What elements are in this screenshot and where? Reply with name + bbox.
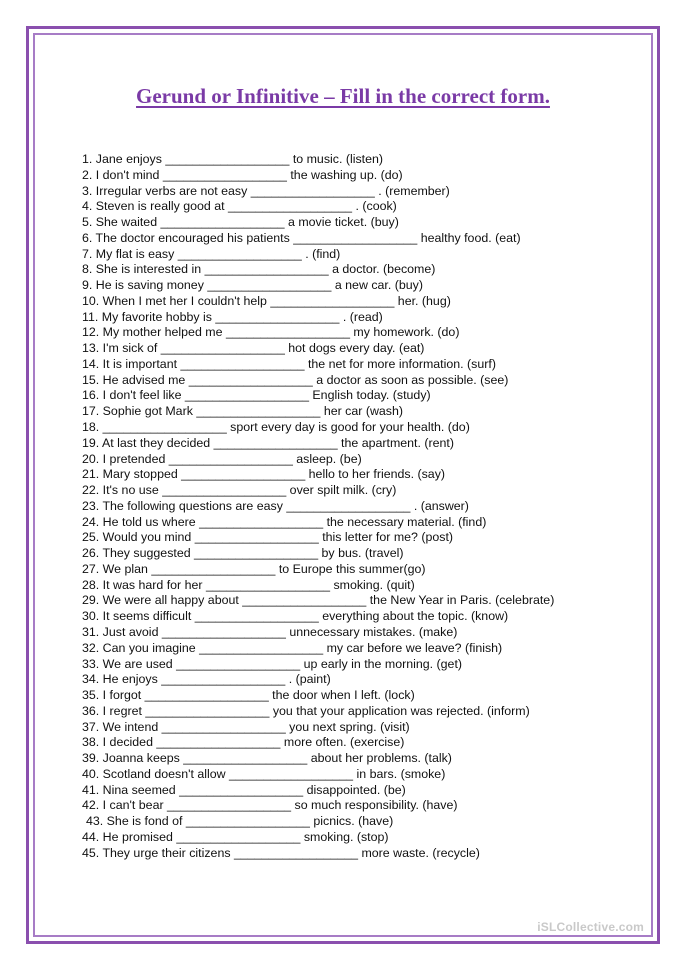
exercise-item: 18. __________________ sport every day is good for your health. (do) bbox=[82, 420, 470, 435]
exercise-item: 27. We plan __________________ to Europe this summer(go) bbox=[82, 561, 426, 576]
exercise-item: 5. She waited __________________ a movie ticket. (buy) bbox=[82, 215, 399, 230]
exercise-item: 2. I don't mind __________________ the washing up. (do) bbox=[82, 167, 403, 182]
exercise-item: 37. We intend __________________ you next spring. (visit) bbox=[82, 719, 410, 734]
exercise-item: 22. It's no use __________________ over spilt milk. (cry) bbox=[82, 483, 397, 498]
exercise-item: 23. The following questions are easy __________________ . (answer) bbox=[82, 498, 469, 513]
exercise-item: 8. She is interested in __________________ a doctor. (become) bbox=[82, 262, 436, 277]
exercise-item: 43. She is fond of __________________ picnics. (have) bbox=[86, 814, 394, 829]
exercise-item: 6. The doctor encouraged his patients __________________ healthy food. (eat) bbox=[82, 230, 521, 245]
exercise-list bbox=[82, 152, 642, 861]
exercise-item: 24. He told us where __________________ the necessary material. (find) bbox=[82, 514, 487, 529]
exercise-item: 33. We are used __________________ up early in the morning. (get) bbox=[82, 656, 463, 671]
exercise-item: 9. He is saving money __________________ a new car. (buy) bbox=[82, 278, 423, 293]
exercise-item: 34. He enjoys __________________ . (paint) bbox=[82, 672, 331, 687]
worksheet-title: Gerund or Infinitive – Fill in the correct form. bbox=[136, 84, 550, 108]
exercise-item: 31. Just avoid __________________ unnecessary mistakes. (make) bbox=[82, 624, 458, 639]
exercise-item: 12. My mother helped me __________________ my homework. (do) bbox=[82, 325, 460, 340]
exercise-item: 39. Joanna keeps __________________ about her problems. (talk) bbox=[82, 751, 452, 766]
exercise-item: 42. I can't bear __________________ so much responsibility. (have) bbox=[82, 798, 458, 813]
exercise-item: 45. They urge their citizens __________________ more waste. (recycle) bbox=[82, 845, 480, 860]
exercise-item: 35. I forgot __________________ the door when I left. (lock) bbox=[82, 688, 415, 703]
exercise-item: 32. Can you imagine __________________ my car before we leave? (finish) bbox=[82, 640, 503, 655]
exercise-item: 25. Would you mind __________________ this letter for me? (post) bbox=[82, 530, 454, 545]
exercise-item: 3. Irregular verbs are not easy __________________ . (remember) bbox=[82, 183, 450, 198]
exercise-item: 40. Scotland doesn't allow __________________ in bars. (smoke) bbox=[82, 766, 446, 781]
exercise-item: 20. I pretended __________________ asleep. (be) bbox=[82, 451, 362, 466]
exercise-item: 4. Steven is really good at __________________ . (cook) bbox=[82, 199, 397, 214]
exercise-item: 21. Mary stopped __________________ hello to her friends. (say) bbox=[82, 467, 446, 482]
exercise-item: 10. When I met her I couldn't help __________________ her. (hug) bbox=[82, 293, 451, 308]
exercise-item: 14. It is important __________________ the net for more information. (surf) bbox=[82, 356, 496, 371]
exercise-item: 16. I don't feel like __________________ English today. (study) bbox=[82, 388, 431, 403]
watermark-footer: iSLCollective.com bbox=[537, 920, 644, 934]
exercise-item: 38. I decided __________________ more often. (exercise) bbox=[82, 735, 405, 750]
exercise-item: 36. I regret __________________ you that your application was rejected. (inform) bbox=[82, 703, 530, 718]
exercise-item: 44. He promised __________________ smoking. (stop) bbox=[82, 829, 389, 844]
exercise-item: 15. He advised me __________________ a doctor as soon as possible. (see) bbox=[82, 372, 509, 387]
exercise-item: 29. We were all happy about __________________ the New Year in Paris. (celebrate) bbox=[82, 593, 555, 608]
exercise-item: 28. It was hard for her __________________ smoking. (quit) bbox=[82, 577, 415, 592]
exercise-item: 41. Nina seemed __________________ disappointed. (be) bbox=[82, 782, 406, 797]
exercise-item: 7. My flat is easy __________________ . (find) bbox=[82, 246, 341, 261]
exercise-item: 1. Jane enjoys __________________ to music. (listen) bbox=[82, 152, 384, 166]
exercise-item: 11. My favorite hobby is __________________ . (read) bbox=[82, 309, 383, 324]
exercise-item: 30. It seems difficult __________________ everything about the topic. (know) bbox=[82, 609, 509, 624]
exercise-item: 17. Sophie got Mark __________________ her car (wash) bbox=[82, 404, 404, 419]
exercise-item: 26. They suggested __________________ by bus. (travel) bbox=[82, 546, 404, 561]
exercise-item: 19. At last they decided __________________ the apartment. (rent) bbox=[82, 435, 454, 450]
exercise-item: 13. I'm sick of __________________ hot dogs every day. (eat) bbox=[82, 341, 425, 356]
